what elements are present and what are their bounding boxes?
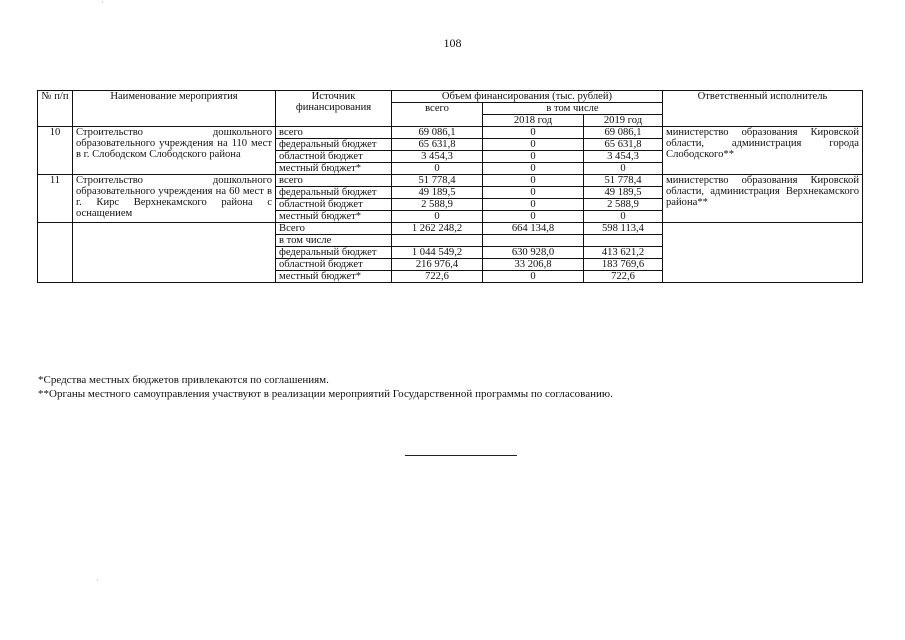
y2018-cell: 0 [483, 199, 584, 211]
total-cell [392, 235, 483, 247]
source-cell: федеральный бюджет [276, 187, 392, 199]
y2019-cell: 3 454,3 [584, 151, 663, 163]
item-name: Строительство дошкольного образовательного учреждения на 110 мест в г. Слободском Слободского района [73, 127, 276, 175]
source-cell: федеральный бюджет [276, 139, 392, 151]
y2018-cell: 0 [483, 175, 584, 187]
item-number: 11 [38, 175, 73, 223]
header-including: в том числе [483, 103, 663, 115]
scan-speck: ˈ [101, 0, 104, 9]
header-year-2018: 2018 год [483, 115, 584, 127]
y2018-cell: 0 [483, 271, 584, 283]
total-cell: 1 044 549,2 [392, 247, 483, 259]
responsible-cell: министерство образования Кировской области, администрация Верхнекамского района** [663, 175, 863, 223]
source-cell: областной бюджет [276, 151, 392, 163]
y2018-cell: 0 [483, 211, 584, 223]
total-cell: 65 631,8 [392, 139, 483, 151]
table-row [38, 175, 863, 187]
header-source: Источник финансирования [276, 91, 392, 127]
page-number: 108 [443, 36, 462, 50]
total-cell: 51 778,4 [392, 175, 483, 187]
total-cell: 2 588,9 [392, 199, 483, 211]
item-name: Строительство дошкольного образовательного учреждения на 60 мест в г. Кирс Верхнекамского района с оснащением [73, 175, 276, 223]
y2019-cell: 2 588,9 [584, 199, 663, 211]
y2019-cell: 0 [584, 163, 663, 175]
y2019-cell: 69 086,1 [584, 127, 663, 139]
footnotes [38, 373, 613, 401]
header-name: Наименование мероприятия [73, 91, 276, 127]
total-cell: 216 976,4 [392, 259, 483, 271]
table-row [38, 127, 863, 139]
y2018-cell: 33 206,8 [483, 259, 584, 271]
source-cell: Всего [276, 223, 392, 235]
source-cell: областной бюджет [276, 199, 392, 211]
header-row [38, 91, 863, 103]
header-year-2019: 2019 год [584, 115, 663, 127]
header-num: № п/п [38, 91, 73, 127]
total-cell: 722,6 [392, 271, 483, 283]
source-cell: местный бюджет* [276, 211, 392, 223]
scan-speck: ˈ [96, 578, 99, 587]
source-cell: всего [276, 175, 392, 187]
y2018-cell: 0 [483, 151, 584, 163]
total-cell: 69 086,1 [392, 127, 483, 139]
total-cell: 3 454,3 [392, 151, 483, 163]
y2019-cell: 51 778,4 [584, 175, 663, 187]
y2019-cell [584, 235, 663, 247]
summary-blank-responsible [663, 223, 863, 283]
y2018-cell: 0 [483, 127, 584, 139]
y2018-cell: 664 134,8 [483, 223, 584, 235]
y2018-cell: 0 [483, 139, 584, 151]
y2018-cell [483, 235, 584, 247]
source-cell: в том числе [276, 235, 392, 247]
y2019-cell: 183 769,6 [584, 259, 663, 271]
summary-blank-name [73, 223, 276, 283]
y2018-cell: 0 [483, 163, 584, 175]
financing-table [37, 90, 863, 283]
header-total: всего [392, 103, 483, 127]
y2019-cell: 413 621,2 [584, 247, 663, 259]
y2019-cell: 49 189,5 [584, 187, 663, 199]
total-cell: 0 [392, 211, 483, 223]
header-responsible: Ответственный исполнитель [663, 91, 863, 127]
source-cell: местный бюджет* [276, 271, 392, 283]
y2019-cell: 0 [584, 211, 663, 223]
item-number: 10 [38, 127, 73, 175]
summary-row [38, 223, 863, 235]
total-cell: 0 [392, 163, 483, 175]
y2018-cell: 0 [483, 187, 584, 199]
source-cell: всего [276, 127, 392, 139]
total-cell: 1 262 248,2 [392, 223, 483, 235]
footnote-local-budget: *Средства местных бюджетов привлекаются по соглашениям. [38, 374, 329, 386]
end-rule [405, 455, 517, 456]
header-volume: Объем финансирования (тыс. рублей) [392, 91, 663, 103]
y2019-cell: 65 631,8 [584, 139, 663, 151]
source-cell: областной бюджет [276, 259, 392, 271]
y2019-cell: 598 113,4 [584, 223, 663, 235]
footnote-local-government: **Органы местного самоуправления участвуют в реализации мероприятий Государственной программы по согласованию. [38, 388, 613, 400]
total-cell: 49 189,5 [392, 187, 483, 199]
source-cell: местный бюджет* [276, 163, 392, 175]
responsible-cell: министерство образования Кировской области, администрация города Слободского** [663, 127, 863, 175]
source-cell: федеральный бюджет [276, 247, 392, 259]
y2018-cell: 630 928,0 [483, 247, 584, 259]
y2019-cell: 722,6 [584, 271, 663, 283]
summary-blank-num [38, 223, 73, 283]
